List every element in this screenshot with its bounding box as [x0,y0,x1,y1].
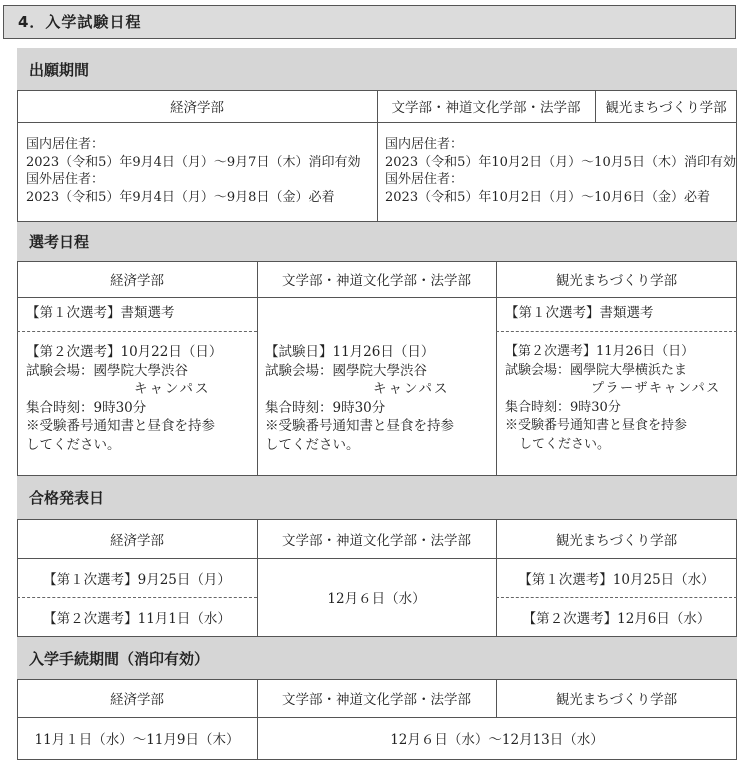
enrollment-other-faculties: 12月６日（水）～12月13日（水） [390,732,604,748]
column-header-literature: 文学部・神道文化学部・法学部 [282,273,471,289]
application-period-other-faculties: 国内居住者： 2023（令和5）年10月2日（月）～10月5日（木）消印有効 国外居住者： 2023（令和5）年10月2日（月）～10月6日（金）必着 [385,137,736,205]
result-tourism-first: 【第１次選考】10月25日（水） [518,571,715,588]
column-header-tourism: 観光まちづくり学部 [555,273,678,289]
section-heading-enrollment: 入学手続期間（消印有効） [17,636,737,679]
selection-econ-first: 【第１次選考】書類選考 [26,305,175,321]
column-header-literature: 文学部・神道文化学部・法学部 [391,100,581,116]
selection-tourism-second: 【第２次選考】11月26日（日） 試験会場：國學院大學横浜たま プラーザキャンパス 集合時刻：9時30分 ※受験番号通知書と昼食を持参 してください。 [505,344,721,452]
column-header-tourism: 観光まちづくり学部 [605,100,727,116]
section-heading-application: 出願期間 [17,48,737,90]
enrollment-economics: 11月１日（水）～11月9日（木） [34,732,240,748]
column-header-economics: 経済学部 [110,273,164,289]
column-header-economics: 経済学部 [110,532,164,549]
application-period-economics: 国内居住者： 2023（令和5）年9月4日（月）～9月7日（木）消印有効 国外居住者： 2023（令和5）年9月4日（月）～9月8日（金）必着 [26,137,361,205]
column-header-tourism: 観光まちづくり学部 [555,532,678,549]
column-header-economics: 経済学部 [110,692,164,708]
column-header-tourism: 観光まちづくり学部 [555,692,678,708]
column-header-economics: 経済学部 [170,100,224,116]
page-title: 4．入学試験日程 [3,5,736,39]
column-header-literature: 文学部・神道文化学部・法学部 [282,532,471,549]
selection-tourism-first: 【第１次選考】書類選考 [505,305,654,321]
result-tourism-second: 【第２次選考】12月6日（水） [522,611,711,627]
result-econ-second: 【第２次選考】11月1日（水） [43,611,231,627]
result-econ-first: 【第１次選考】9月25日（月） [43,571,231,588]
result-literature: 12月６日（水） [327,591,426,607]
section-heading-result: 合格発表日 [17,475,737,519]
section-heading-selection: 選考日程 [17,221,737,261]
selection-econ-second: 【第２次選考】10月22日（日） 試験会場：國學院大學渋谷 キャンパス 集合時刻：9時30分 ※受験番号通知書と昼食を持参 してください。 [26,344,223,453]
column-header-literature: 文学部・神道文化学部・法学部 [282,692,471,708]
selection-literature: 【試験日】11月26日（日） 試験会場：國學院大學渋谷 キャンパス 集合時刻：9時30分 ※受験番号通知書と昼食を持参 してください。 [265,344,454,453]
